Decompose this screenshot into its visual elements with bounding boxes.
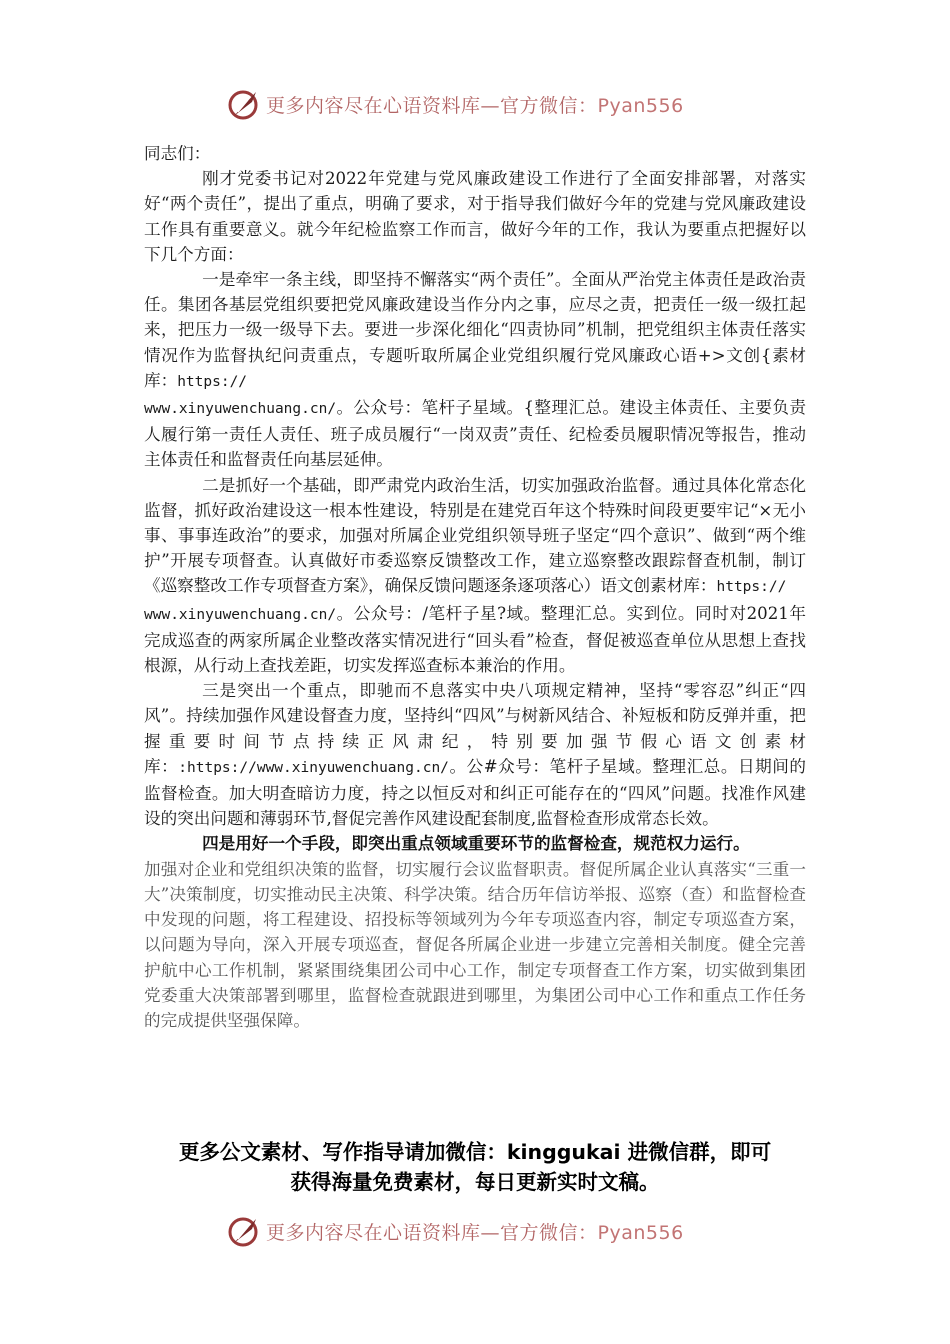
- watermark-banner-bottom: [226, 1211, 726, 1251]
- salutation: 同志们：: [144, 144, 211, 163]
- promo-text: [120, 1137, 830, 1197]
- quill-logo-icon: [226, 86, 262, 122]
- paragraph-2: 二是抓好一个基础，即严肃党内政治生活，切实加强政治监督。通过具体化常态化监督，抓好政治建设这一根本性建设，特别是在建党百年这个特殊时间段更要牢记“×无小事、事事连政治”的要求，加强对所属企业党组织领导班子坚定“四个意识”、做到“两个维护”开展专项督查。认真做好市委巡察反馈整改工作，建立巡察整改跟踪督查机制，制订《巡察整改工作专项督查方案》，确保反馈问题逐条逐项落心）语文创素材库：https:// www.xinyuwenchuang.cn/。公众号：/笔杆子星?域。整理汇总。实到位。同时对2021年完成巡查的两家所属企业整改落实情况进行“回头看”检查，督促被巡查单位从思想上查找根源，从行动上查找差距，切实发挥巡查标本兼治的作用。: [144, 475, 806, 676]
- intro-paragraph: 刚才党委书记对2022年党建与党风廉政建设工作进行了全面安排部署，对落实好“两个责任”，提出了重点，明确了要求，对于指导我们做好今年的党建与党风廉政建设工作具有重要意义。就今年纪检监察工作而言，做好今年的工作，我认为要重点把握好以下几个方面：: [144, 169, 806, 264]
- paragraph-4: 加强对企业和党组织决策的监督，切实履行会议监督职责。督促所属企业认真落实“三重一大”决策制度，切实推动民主决策、科学决策。结合历年信访举报、巡察（查）和监督检查中发现的问题，将工程建设、招投标等领域列为今年专项巡查内容，制定专项巡查方案，以问题为导向，深入开展专项巡查，督促各所属企业进一步建立完善相关制度。健全完善护航中心工作机制，紧紧围绕集团公司中心工作，制定专项督查工作方案，切实做到集团党委重大决策部署到哪里，监督检查就跟进到哪里，为集团公司中心工作和重点工作任务的完成提供坚强保障。: [144, 859, 806, 1030]
- url-text: www.xinyuwenchuang.cn/: [144, 401, 337, 418]
- url-text: https://: [177, 373, 248, 390]
- url-text: www.xinyuwenchuang.cn/: [144, 606, 337, 623]
- banner-wechat-id: Pyan556: [597, 94, 684, 117]
- banner-text: 更多内容尽在心语资料库—官方微信：Pyan556: [266, 1221, 684, 1244]
- url-text: :https://www.xinyuwenchuang.cn/: [178, 759, 449, 776]
- promo-line-2: 获得海量免费素材，每日更新实时文稿。: [290, 1170, 660, 1194]
- url-text: https://: [716, 579, 787, 596]
- banner-wechat-id: Pyan556: [597, 1221, 684, 1244]
- watermark-banner-top: [226, 84, 726, 124]
- promo-line-1: 更多公文素材、写作指导请加微信：kinggukai 进微信群，即可: [178, 1140, 772, 1164]
- banner-text: 更多内容尽在心语资料库—官方微信：Pyan556: [266, 94, 684, 117]
- document-body: [144, 141, 806, 1033]
- bold-lead: 四是用好一个手段，即突出重点领域重要环节的监督检查，规范权力运行。: [202, 833, 750, 854]
- paragraph-1: 一是牵牢一条主线，即坚持不懈落实“两个责任”。全面从严治党主体责任是政治责任。集团各基层党组织要把党风廉政建设当作分内之事，应尽之责，把责任一级一级扛起来，把压力一级一级导下去。要进一步深化细化“四责协同”机制，把党组织主体责任落实情况作为监督执纪问责重点，专题听取所属企业党组织履行党风廉政心语+>文创{素材库：https:// www.xinyuwenchuang.cn/。公众号：笔杆子星域。{整理汇总。建设主体责任、主要负责人履行第一责任人责任、班子成员履行“一岗双责”责任、纪检委员履职情况等报告，推动主体责任和监督责任向基层延伸。: [144, 270, 806, 470]
- quill-logo-icon: [226, 1213, 262, 1249]
- paragraph-3: 三是突出一个重点，即驰而不息落实中央八项规定精神，坚持“零容忍”纠正“四风”。持续加强作风建设督查力度，坚持纠“四风”与树新风结合、补短板和防反弹并重，把握重要时间节点持续正风肃纪，特别要加强节假心语文创素材库：:https://www.xinyuwenchuang.cn/。公#众号：笔杆子星域。整理汇总。日期间的监督检查。加大明查暗访力度，持之以恒反对和纠正可能存在的“四风”问题。找准作风建设的突出问题和薄弱环节,督促完善作风建设配套制度,监督检查形成常态长效。: [144, 681, 807, 829]
- paragraph-4-heading: [144, 831, 806, 856]
